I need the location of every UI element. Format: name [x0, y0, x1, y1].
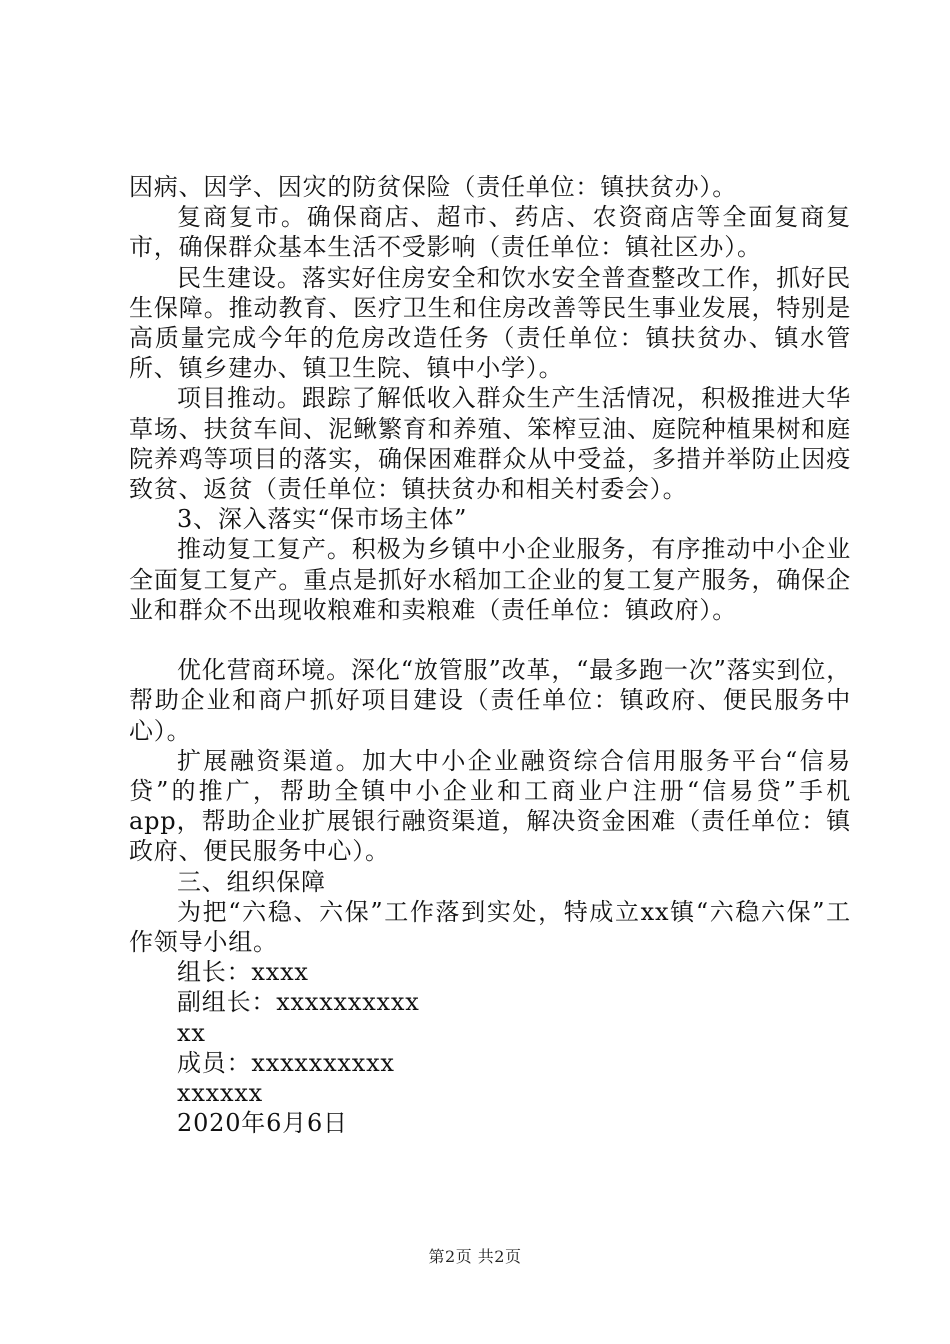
- page-footer: 第2页 共2页: [428, 1247, 522, 1266]
- paragraph-financing: 扩展融资渠道。加大中小企业融资综合信用服务平台“信易贷”的推广，帮助全镇中小企业和工商业户注册“信易贷”手机app，帮助企业扩展银行融资渠道，解决资金困难（责任单位：镇政府、便民服务中心）。: [129, 746, 851, 866]
- group-leader-line: 组长：xxxx: [177, 958, 309, 987]
- paragraph-projects: 项目推动。跟踪了解低收入群众生产生活情况，积极推进大华草场、扶贫车间、泥鳅繁育和养殖、笨榨豆油、庭院种植果树和庭院养鸡等项目的落实，确保困难群众从中受益，多措并举防止因疫致贫、返贫（责任单位：镇扶贫办和相关村委会）。: [129, 384, 851, 504]
- paragraph-resume-work: 推动复工复产。积极为乡镇中小企业服务，有序推动中小企业全面复工复产。重点是抓好水稻加工企业的复工复产服务，确保企业和群众不出现收粮难和卖粮难（责任单位：镇政府）。: [129, 535, 851, 624]
- members-continuation: xxxxxx: [177, 1079, 264, 1108]
- section-heading-organization: 三、组织保障: [177, 867, 326, 896]
- section-heading-market-entities: 3、深入落实“保市场主体”: [177, 505, 468, 534]
- deputy-leader-continuation: xx: [177, 1018, 206, 1047]
- paragraph-resume-business: 复商复市。确保商店、超市、药店、农资商店等全面复商复市，确保群众基本生活不受影响（责任单位：镇社区办）。: [129, 203, 851, 262]
- document-body: [129, 172, 851, 1138]
- members-line: 成员：xxxxxxxxxx: [177, 1048, 395, 1077]
- deputy-leader-line: 副组长：xxxxxxxxxx: [177, 988, 420, 1017]
- paragraph-leading-group: 为把“六稳、六保”工作落到实处，特成立xx镇“六稳六保”工作领导小组。: [129, 897, 851, 957]
- paragraph-business-environment: 优化营商环境。深化“放管服”改革，“最多跑一次”落实到位，帮助企业和商户抓好项目建设（责任单位：镇政府、便民服务中心）。: [129, 656, 851, 745]
- paragraph-continuation: 因病、因学、因灾的防贫保险（责任单位：镇扶贫办）。: [129, 173, 737, 201]
- paragraph-livelihood: 民生建设。落实好住房安全和饮水安全普查整改工作，抓好民生保障。推动教育、医疗卫生和住房改善等民生事业发展，特别是高质量完成今年的危房改造任务（责任单位：镇扶贫办、镇水管所、镇乡建办、镇卫生院、镇中小学）。: [129, 263, 851, 383]
- blank-line: [129, 625, 851, 655]
- document-date: 2020年6月6日: [177, 1109, 348, 1138]
